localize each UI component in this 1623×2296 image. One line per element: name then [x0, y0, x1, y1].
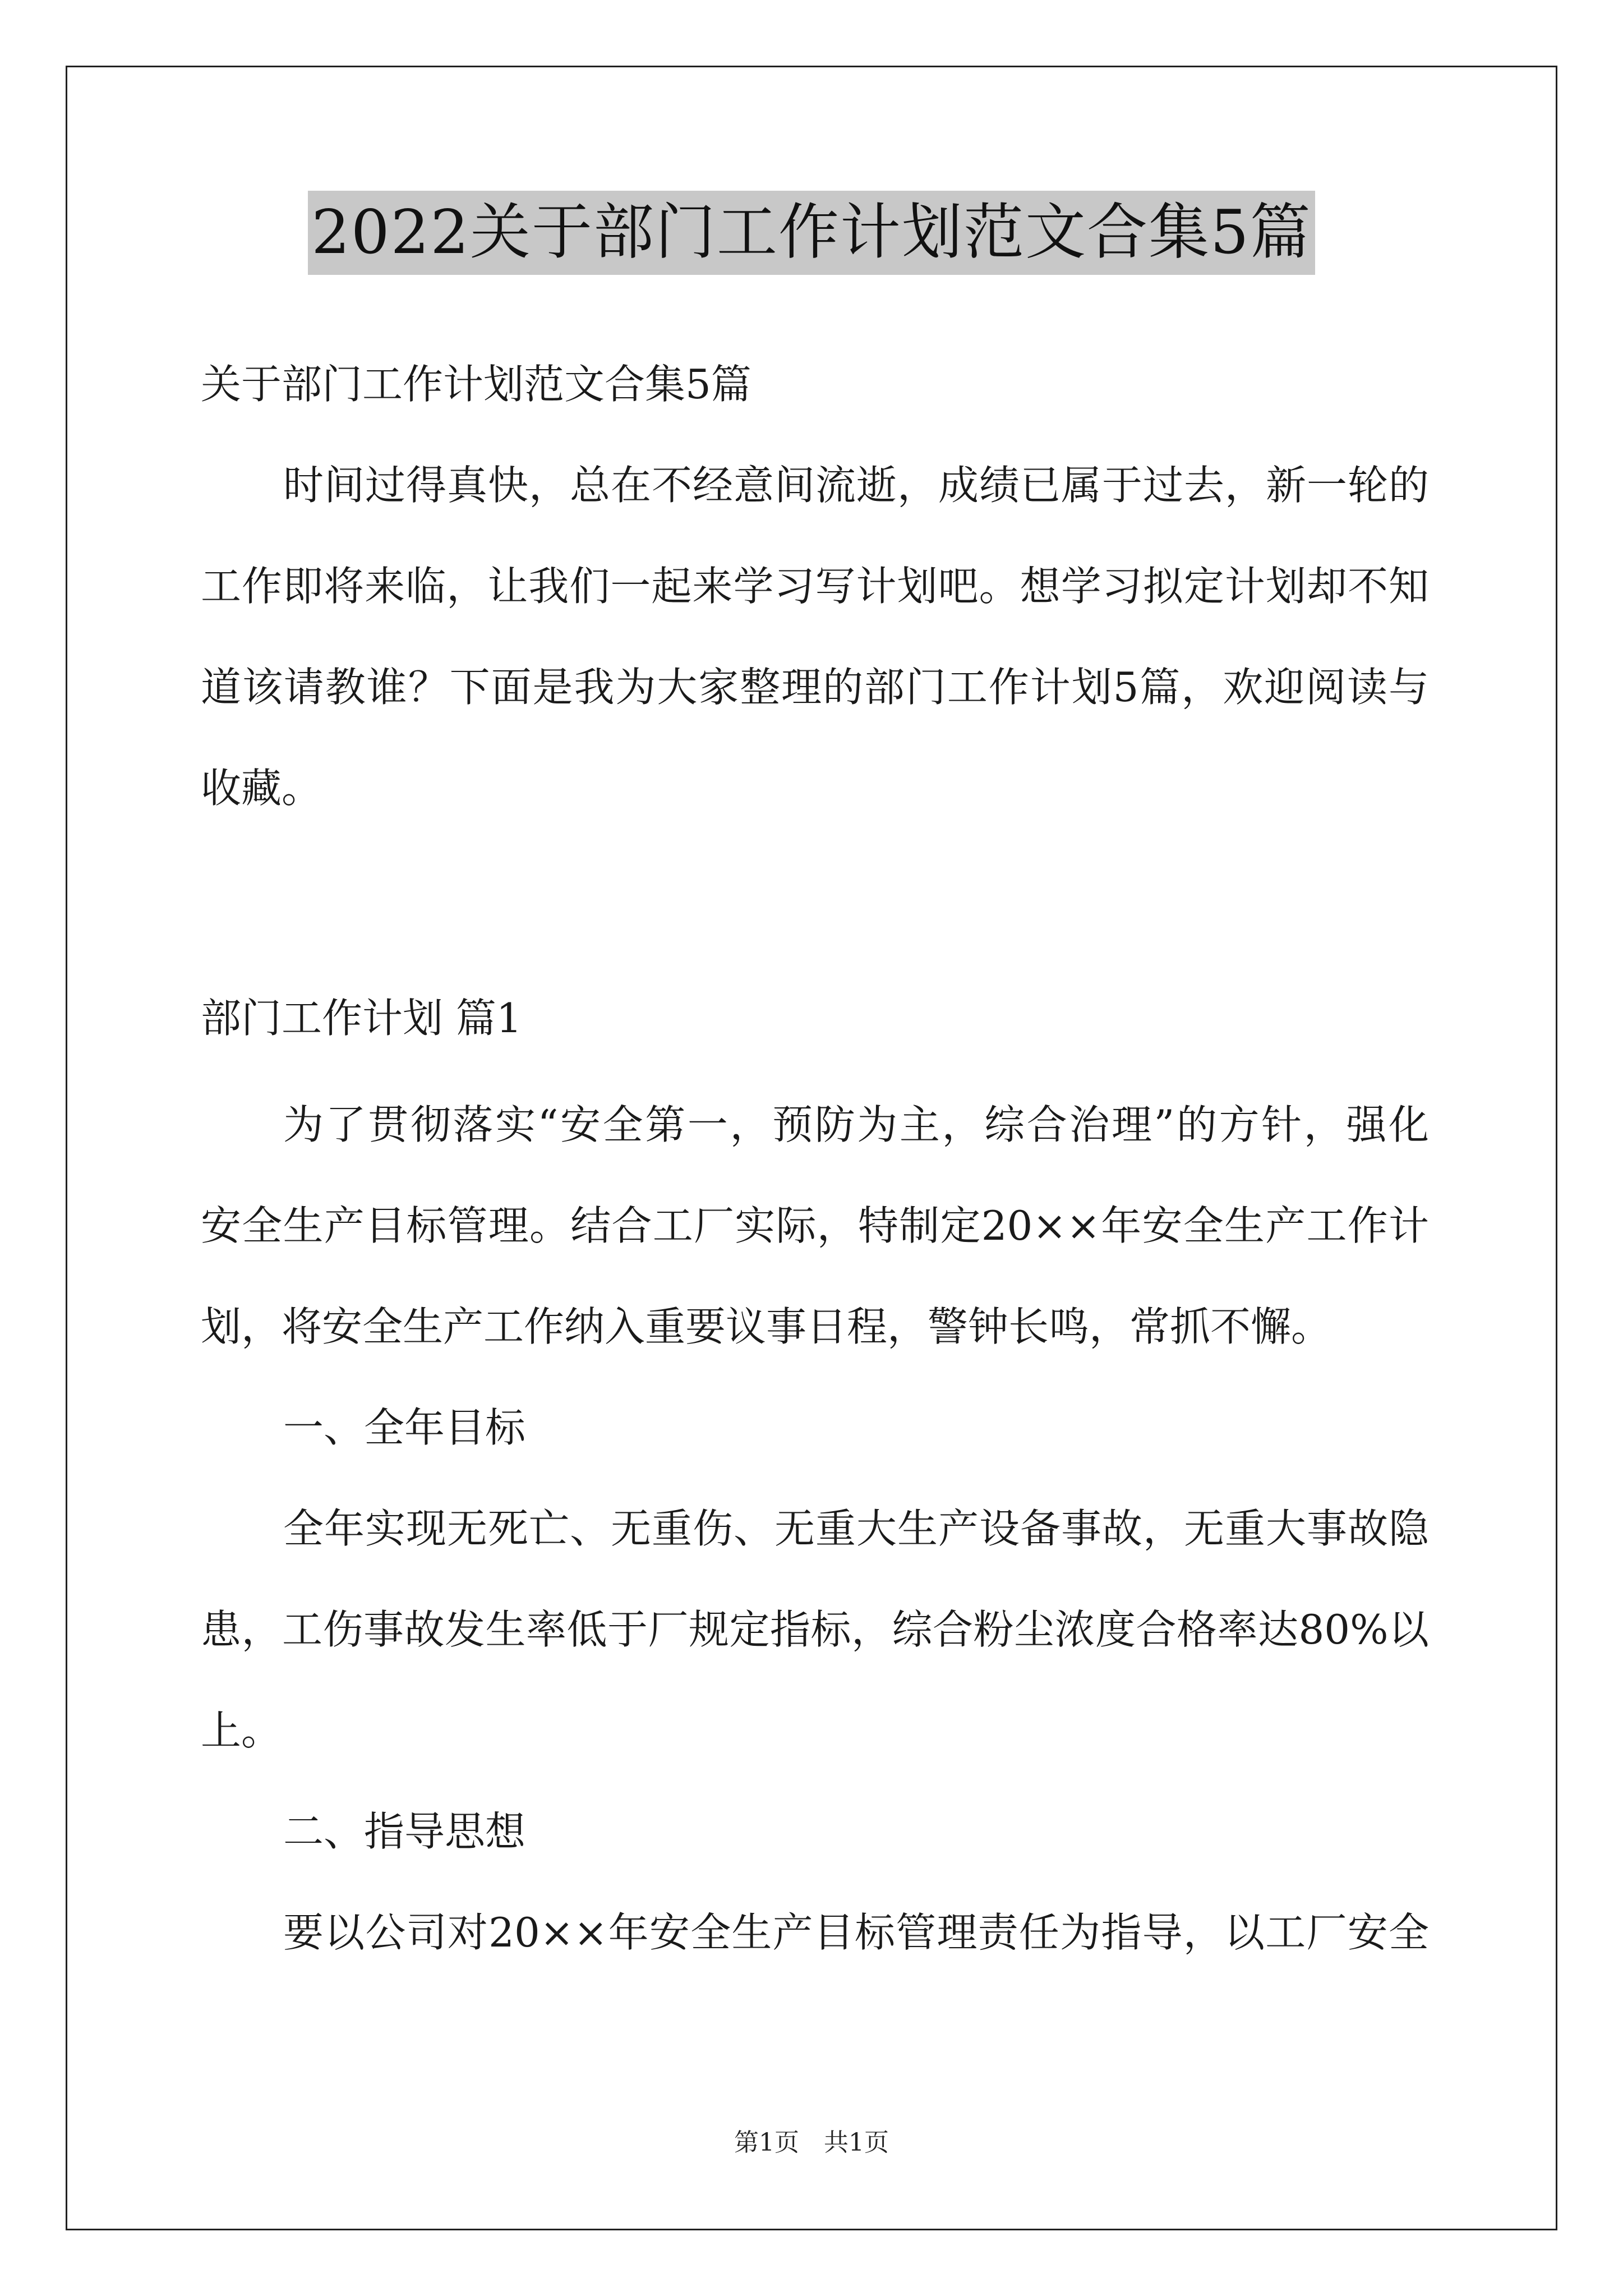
paragraph-line: 工作即将来临，让我们一起来学习写计划吧。想学习拟定计划却不知 — [201, 563, 1429, 610]
paragraph-line: 划，将安全生产工作纳入重要议事日程，警钟长鸣，常抓不懈。 — [201, 1303, 1332, 1350]
paragraph-line: 收藏。 — [201, 765, 322, 812]
paragraph-line: 安全生产目标管理。结合工厂实际，特制定20××年安全生产工作计 — [201, 1202, 1429, 1249]
subtitle-line: 关于部门工作计划范文合集5篇 — [201, 361, 751, 408]
page-footer: 第1页 共1页 — [734, 2128, 889, 2157]
document-title: 2022关于部门工作计划范文合集5篇 — [308, 191, 1315, 275]
paragraph-line: 全年实现无死亡、无重伤、无重大生产设备事故，无重大事故隐 — [283, 1505, 1429, 1552]
paragraph-line: 时间过得真快，总在不经意间流逝，成绩已属于过去，新一轮的 — [283, 462, 1429, 509]
paragraph-line: 道该请教谁？下面是我为大家整理的部门工作计划5篇，欢迎阅读与 — [201, 664, 1429, 711]
section-heading: 部门工作计划 篇1 — [201, 995, 522, 1042]
title-container — [0, 191, 1623, 275]
paragraph-line: 患，工伤事故发生率低于厂规定指标，综合粉尘浓度合格率达80%以 — [201, 1606, 1429, 1653]
paragraph-line: 上。 — [201, 1707, 282, 1754]
subheading: 一、全年目标 — [283, 1404, 526, 1451]
subheading: 二、指导思想 — [283, 1808, 526, 1855]
paragraph-line: 为了贯彻落实“安全第一，预防为主，综合治理”的方针，强化 — [283, 1101, 1429, 1148]
paragraph-line: 要以公司对20××年安全生产目标管理责任为指导，以工厂安全 — [283, 1909, 1429, 1956]
